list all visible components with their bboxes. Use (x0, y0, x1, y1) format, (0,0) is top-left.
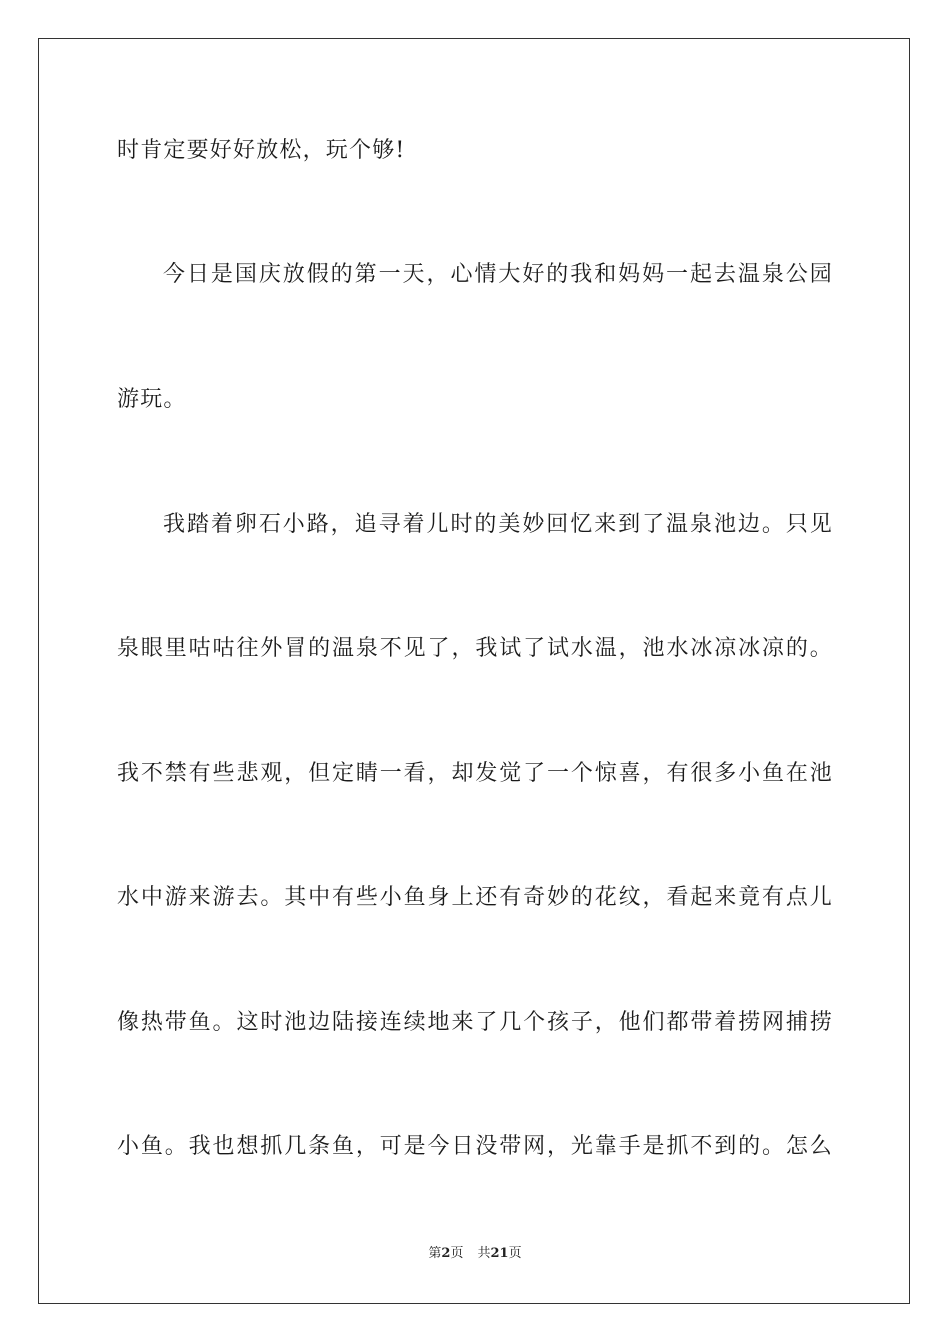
text-line-5: 泉眼里咕咕往外冒的温泉不见了，我试了试水温，池水冰凉冰凉的。 (117, 636, 833, 661)
text-line-6: 我不禁有些悲观，但定睛一看，却发觉了一个惊喜，有很多小鱼在池 (117, 761, 833, 786)
text-line-4: 我踏着卵石小路，追寻着儿时的美妙回忆来到了温泉池边。只见 (163, 512, 833, 537)
page-footer (0, 1246, 950, 1262)
text-line-7: 水中游来游去。其中有些小鱼身上还有奇妙的花纹，看起来竟有点儿 (117, 885, 833, 910)
text-line-3: 游玩。 (117, 387, 187, 412)
page-number: 第2页 (428, 1246, 464, 1261)
text-line-1: 时肯定要好好放松，玩个够! (117, 138, 406, 163)
text-line-9: 小鱼。我也想抓几条鱼，可是今日没带网，光靠手是抓不到的。怎么 (117, 1134, 833, 1159)
text-line-2: 今日是国庆放假的第一天，心情大好的我和妈妈一起去温泉公园 (163, 262, 833, 287)
page-border (38, 38, 910, 1304)
text-line-8: 像热带鱼。这时池边陆接连续地来了几个孩子，他们都带着捞网捕捞 (117, 1010, 833, 1035)
page-total: 共21页 (477, 1246, 522, 1261)
